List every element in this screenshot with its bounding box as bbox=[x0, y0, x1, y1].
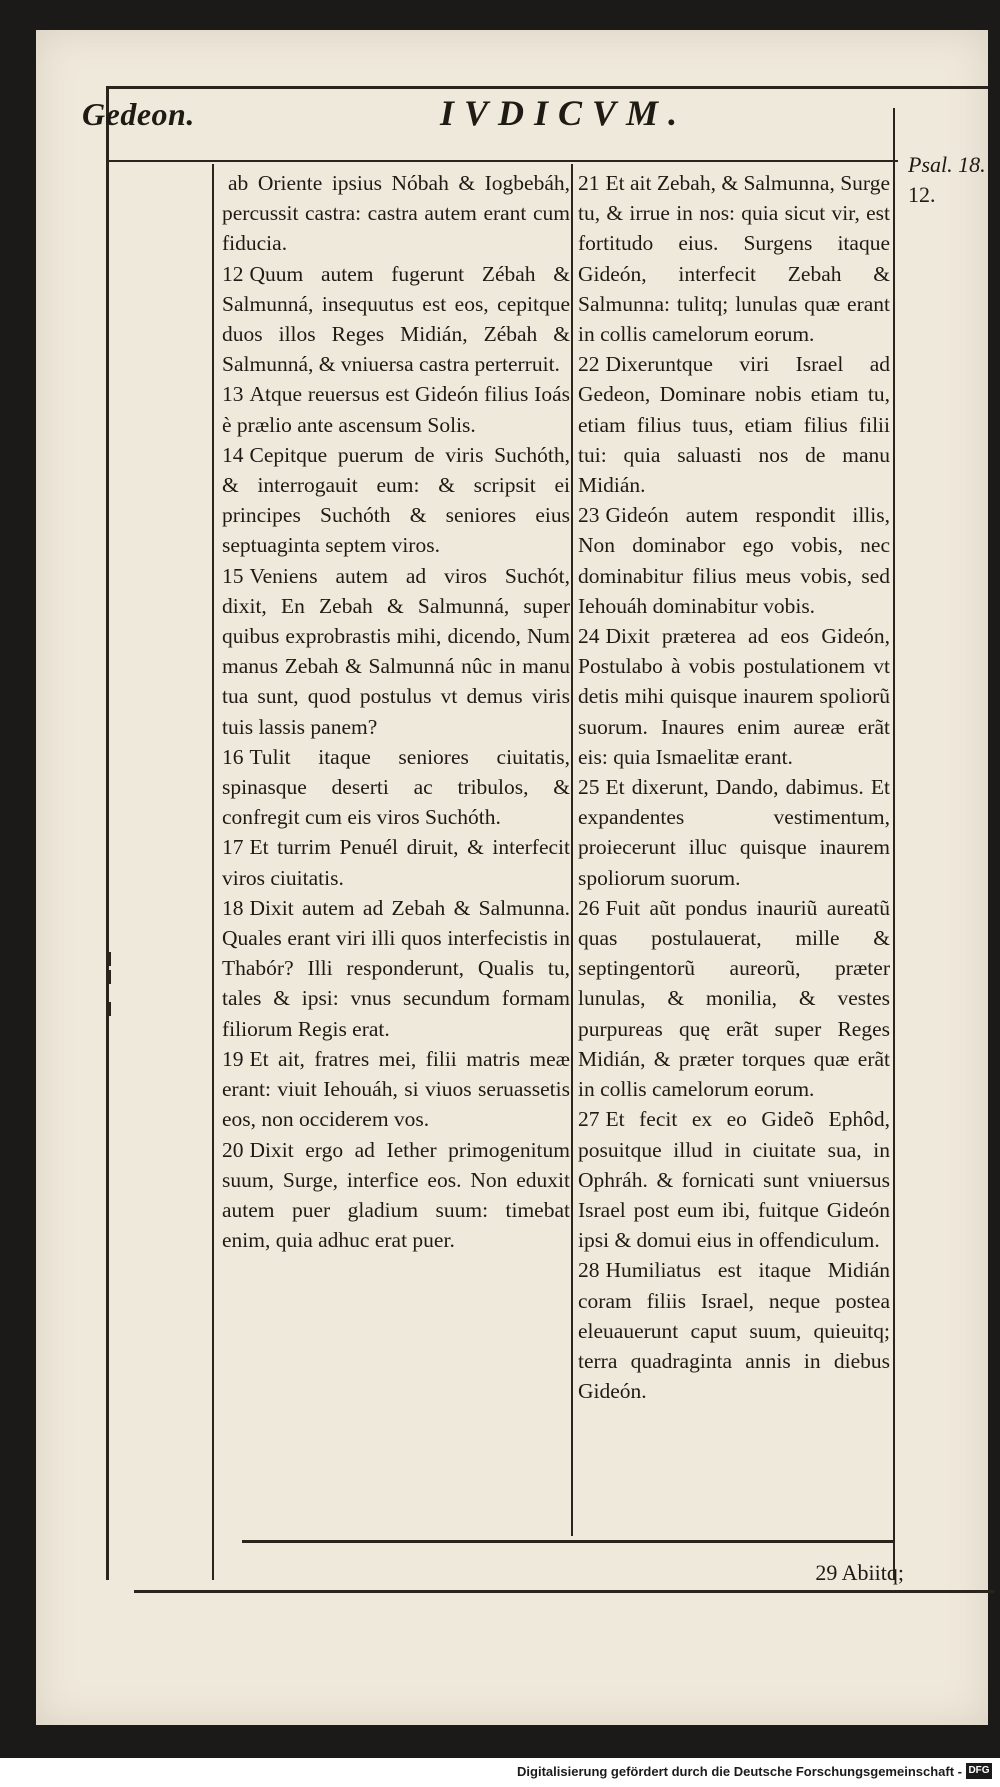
verse bbox=[578, 1104, 890, 1255]
verse-text: Dixit autem ad Zebah & Salmunna. Quales erant viri illi quos interfecistis in Thabór? Illi responderunt, Qualis tu, tales & ipsi: vnus secundum formam filiorum Regis erat. bbox=[222, 895, 570, 1041]
header-underline-rule bbox=[108, 160, 898, 162]
verse-number: 21 bbox=[578, 171, 600, 195]
page-left-border bbox=[106, 86, 109, 1580]
verse-text: Et ait, fratres mei, filii matris meæ erant: viuit Iehouáh, si viuos seruassetis eos, non occiderem vos. bbox=[222, 1046, 570, 1132]
verse-number: 24 bbox=[578, 624, 600, 649]
verse bbox=[578, 621, 890, 772]
dfg-logo-icon: DFG bbox=[966, 1763, 992, 1779]
verse-text: Atque reuersus est Gideón filius Ioás è prælio ante ascensum Solis. bbox=[222, 382, 570, 437]
verse bbox=[222, 742, 570, 833]
verse-text: Dixit ergo ad Iether primogenitum suum, Surge, interfice eos. Non eduxit autem puer gladium suum: timebat enim, quia adhuc erat puer. bbox=[222, 1137, 570, 1253]
verse-text: Gideón autem respondit illis, Non dominabor ego vobis, nec dominabitur filius meus vobis, sed Iehouáh dominabitur vobis. bbox=[578, 503, 890, 618]
verse-number: 13 bbox=[222, 382, 244, 407]
verse-number: 28 bbox=[578, 1258, 600, 1283]
verse-number: 16 bbox=[222, 744, 244, 769]
verse-number: 15 bbox=[222, 563, 244, 588]
verse-number: 23 bbox=[578, 503, 600, 528]
verse-number: 25 bbox=[578, 775, 600, 800]
verse-text: Et fecit ex eo Gideõ Ephôd, posuitque illud in ciuitate sua, in Ophráh. & fornicati sunt vniuersus Israel post eum ibi, fuitque Gideón ipsi & domui eius in offendiculum. bbox=[578, 1107, 890, 1253]
marginal-reference bbox=[908, 150, 998, 210]
verse-number: 27 bbox=[578, 1107, 600, 1132]
verse-text: Et ait Zebah, & Salmunna, Surge tu, & irrue in nos: quia sicut vir, est fortitudo eius. Surgens itaque Gideón, interfecit Zebah & Salmunna: tulitq; lunulas quæ erant in collis camelorum eorum. bbox=[578, 171, 890, 347]
verse bbox=[222, 440, 570, 561]
verse bbox=[222, 561, 570, 742]
verse bbox=[222, 1135, 570, 1256]
page-bottom-rule bbox=[134, 1590, 994, 1593]
verse-text: Fuit aũt pondus inauriũ aureatũ quas postulauerat, mille & septingentorũ aureorũ, præter lunulas, & monilia, & vestes purpureas quę erãt super Reges Midián, & præter torques quæ erãt in collis camelorum eorum. bbox=[578, 895, 890, 1102]
margin-tick bbox=[108, 970, 111, 984]
verse bbox=[578, 893, 890, 1104]
funding-notice: Digitalisierung gefördert durch die Deutsche Forschungsgemeinschaft - bbox=[517, 1764, 962, 1779]
verse-number: 12 bbox=[222, 261, 244, 286]
text-column-left bbox=[222, 168, 570, 1255]
verse bbox=[578, 500, 890, 621]
header-rule bbox=[108, 86, 988, 89]
running-head-title: IVDICVM. bbox=[440, 93, 688, 133]
verse bbox=[578, 1255, 890, 1406]
verse-text: ab Oriente ipsius Nóbah & Iogbebáh, percussit castra: castra autem erant cum fiducia. bbox=[222, 171, 570, 256]
column-divider bbox=[571, 164, 573, 1536]
text-block-left-rule bbox=[212, 164, 214, 1580]
verse-text: Tulit itaque seniores ciuitatis, spinasque deserti ac tribulos, & confregit cum eis viros Suchóth. bbox=[222, 744, 570, 830]
verse bbox=[578, 772, 890, 893]
verse-number: 22 bbox=[578, 352, 600, 377]
verse-number: 17 bbox=[222, 835, 244, 860]
margin-tick bbox=[108, 1002, 111, 1016]
text-block-right-rule bbox=[893, 108, 895, 1580]
verse-number: 20 bbox=[222, 1137, 244, 1162]
marginal-reference-line: 12. bbox=[908, 182, 936, 207]
verse-number: 26 bbox=[578, 895, 600, 920]
verse bbox=[578, 168, 890, 349]
text-block-bottom-rule bbox=[242, 1540, 894, 1543]
verse bbox=[222, 168, 570, 259]
verse bbox=[222, 259, 570, 380]
verse-number: 18 bbox=[222, 895, 244, 920]
verse bbox=[578, 349, 890, 500]
verse-text: Cepitque puerum de viris Suchóth, & interrogauit eum: & scripsit ei principes Suchóth & seniores eius septuaginta septem viros. bbox=[222, 442, 570, 558]
verse-number: 14 bbox=[222, 442, 244, 467]
verse-text: Dixit præterea ad eos Gideón, Postulabo à vobis postulationem vt detis mihi quisque inaurem spoliorũ suorum. Inaures enim aureæ erãt eis: quia Ismaelitæ erant. bbox=[578, 624, 890, 769]
verse-text: Veniens autem ad viros Suchót, dixit, En Zebah & Salmunná, super quibus exprobrastis mihi, dicendo, Num manus Zebah & Salmunná nûc in manu tua sunt, quod postulus vt demus viris tuis lassis panem? bbox=[222, 563, 570, 739]
verse bbox=[222, 893, 570, 1044]
marginal-reference-line: Psal. 18. bbox=[908, 152, 986, 177]
verse-text: Humiliatus est itaque Midián coram filiis Israel, neque postea eleuauerunt caput suum, quieuitq; terra quadraginta annis in diebus Gideón. bbox=[578, 1258, 890, 1404]
verse-number: 19 bbox=[222, 1046, 244, 1071]
running-head-left: Gedeon. bbox=[82, 96, 195, 132]
catchword: 29 Abiitq; bbox=[815, 1560, 904, 1585]
verse-text: Et dixerunt, Dando, dabimus. Et expandentes vestimentum, proiecerunt illuc quisque inaurem spoliorum suorum. bbox=[578, 775, 890, 890]
verse-text: Et turrim Penuél diruit, & interfecit viros ciuitatis. bbox=[222, 835, 570, 890]
text-column-right bbox=[578, 168, 890, 1406]
verse bbox=[222, 1044, 570, 1135]
verse-text: Dixeruntque viri Israel ad Gedeon, Dominare nobis etiam tu, etiam filius tuus, etiam filius filii tui: quia saluasti nos de manu Midián. bbox=[578, 352, 890, 498]
verse bbox=[222, 379, 570, 439]
margin-tick bbox=[108, 952, 111, 966]
verse-text: Quum autem fugerunt Zébah & Salmunná, insequutus est eos, cepitque duos illos Reges Midián, Zébah & Salmunná, & vniuersa castra perterruit. bbox=[222, 261, 570, 377]
verse bbox=[222, 832, 570, 892]
